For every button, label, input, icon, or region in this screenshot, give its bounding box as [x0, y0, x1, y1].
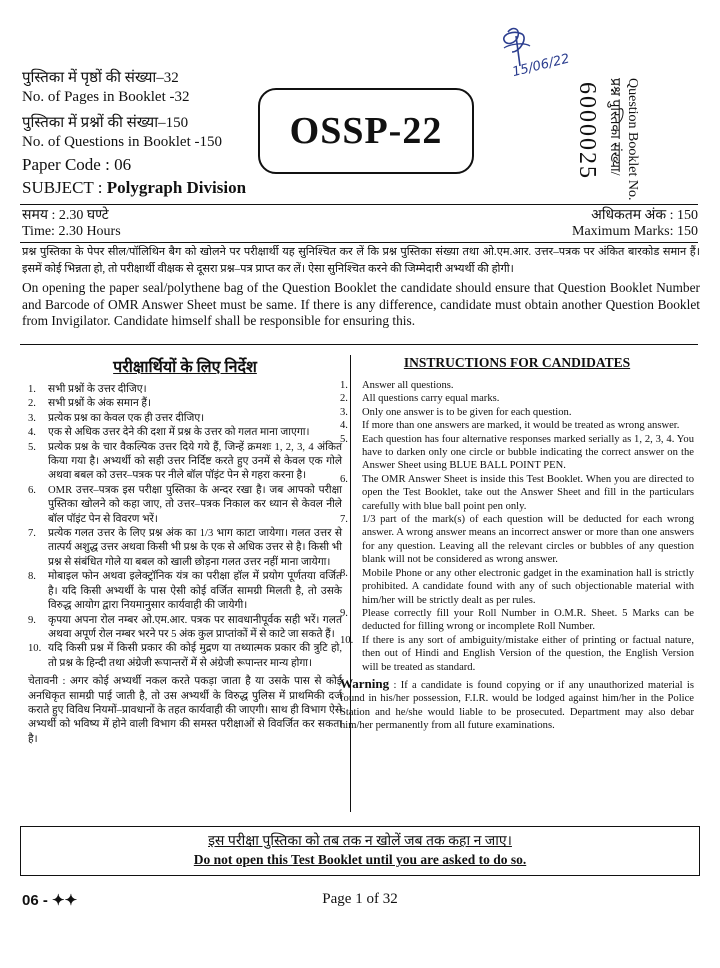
instruction-number: 6. [28, 484, 36, 496]
questions-count-hindi: पुस्तिका में प्रश्नों की संख्या–150 [22, 115, 189, 131]
booklet-number-label-hindi: प्रश्न पुस्तिका संख्या/ [607, 78, 622, 176]
instruction-number: 4. [340, 420, 348, 432]
instruction-item [28, 642, 342, 671]
instruction-number: 4. [28, 427, 36, 439]
instruction-number: 6. [340, 473, 348, 485]
instruction-text: Please correctly fill your Roll Number in O.M.R. Sheet. 5 Marks can be deducted for filling wrong or incomplete Roll Number. [362, 607, 694, 633]
booklet-number-label-english: Question Booklet No. [625, 78, 640, 201]
instruction-text: Answer all questions. [362, 380, 454, 391]
instruction-text: मोबाइल फोन अथवा इलेक्ट्रॉनिक यंत्र का परीक्षा हॉल में प्रयोग पूर्णतया वर्जित है। यदि किसी अभ्यर्थी के पास ऐसी कोई वर्जित सामग्री मिलती है, तो उसके विरुद्ध आयोग द्वारा नियमानुसार कार्यवाही की जायेगी। [48, 571, 342, 612]
time-hindi: समय : 2.30 घण्टे [22, 208, 109, 223]
warning-label: Warning [340, 675, 390, 691]
instruction-item [340, 433, 694, 473]
pages-count-hindi: पुस्तिका में पृष्ठों की संख्या–32 [22, 70, 179, 86]
instruction-item [28, 426, 342, 440]
warning-english [340, 677, 694, 733]
instruction-item [28, 397, 342, 411]
instructions-english-title: INSTRUCTIONS FOR CANDIDATES [403, 355, 631, 370]
instruction-text: एक से अधिक उत्तर देने की दशा में प्रश्न के उत्तर को गलत माना जाएगा। [48, 427, 310, 439]
instruction-item [340, 473, 694, 513]
instruction-number: 2. [340, 393, 348, 405]
instruction-item [340, 392, 694, 405]
instruction-number: 10. [28, 643, 42, 655]
instruction-item [28, 441, 342, 484]
instruction-item [340, 567, 694, 607]
invigilator-signature-stamp [490, 22, 590, 84]
instruction-text: If more than one answers are marked, it would be treated as wrong answer. [362, 420, 680, 432]
instruction-item [28, 614, 342, 643]
instruction-number: 5. [340, 433, 348, 445]
booklet-code-box [258, 88, 474, 174]
instruction-item [340, 513, 694, 567]
instruction-number: 7. [28, 528, 36, 540]
warning-hindi: चेतावनी : अगर कोई अभ्यर्थी नकल करते पकड़ा जाता है या उसके पास से कोई अनधिकृत सामग्री पाई जाती है, तो उस अभ्यर्थी के विरुद्ध पुलिस में प्राथमिकी दर्ज कराते हुए विविध नियमों–प्रावधानों के तहत कार्यवाही की जाएगी। साथ ही विभाग ऐसे अभ्यर्थी को भविष्य में होने वाली विभाग की समस्त परीक्षाओं से विवर्जित कर सकता है। [28, 676, 342, 745]
instruction-text: यदि किसी प्रश्न में किसी प्रकार की कोई मुद्रण या तथ्यात्मक प्रकार की त्रुटि हो, तो प्रश्न के हिन्दी तथा अंग्रेजी रूपान्तरों में से अंग्रेजी रूपान्तर मान्य होगा। [48, 643, 342, 669]
instruction-item [340, 406, 694, 419]
page-number: Page 1 of 32 [322, 891, 398, 907]
instruction-text: 1/3 part of the mark(s) of each question will be deducted for each wrong answer. A wrong answer means an incorrect answer or more than one answers for any question. Leaving all the relevant circles or bubbles of any question blank will not be considered as wrong answer. [362, 514, 694, 566]
instruction-text: प्रत्येक गलत उत्तर के लिए प्रश्न अंक का 1/3 भाग काटा जायेगा। गलत उत्तर से तात्पर्य अशुद्ध उत्तर अथवा किसी भी प्रश्न के एक से अधिक उत्तर से है। किसी भी प्रश्न से संबंधित गोले या बबल को खाली छोड़ना गलत उत्तर नहीं माना जायेगा। [48, 528, 342, 568]
pages-count-english: No. of Pages in Booklet -32 [22, 89, 190, 105]
instruction-item [28, 412, 342, 426]
instruction-text: The OMR Answer Sheet is inside this Test Booklet. When you are directed to open the Test Booklet, take out the Answer Sheet and fill in the particulars carefully with blue ball point pen only. [362, 473, 694, 512]
marks-hindi: अधिकतम अंक : 150 [591, 208, 698, 223]
instruction-number: 5. [28, 441, 36, 453]
instruction-text: सभी प्रश्नों के अंक समान हैं। [48, 398, 151, 410]
instruction-number: 1. [28, 384, 36, 395]
questions-count-english: No. of Questions in Booklet -150 [22, 134, 222, 150]
divider [20, 242, 698, 243]
instruction-text: If there is any sort of ambiguity/mistake either of printing or factual nature, then out of Hindi and English Version of the question, the English Version will be treated as standard. [362, 634, 694, 673]
instruction-text: कृपया अपना रोल नम्बर ओ.एम.आर. पत्रक पर सावधानीपूर्वक सही भरें। गलत अथवा अपूर्ण रोल नम्बर भरने पर 5 अंक कुल प्राप्तांकों में से काटे जा सकते हैं। [48, 614, 342, 640]
instruction-text: प्रत्येक प्रश्न का केवल एक ही उत्तर दीजिए। [48, 412, 205, 424]
instruction-number: 3. [340, 406, 348, 418]
instructions-english [340, 355, 694, 733]
instructions-hindi [28, 355, 342, 747]
paper-code: Paper Code : 06 [22, 155, 132, 174]
instruction-item [340, 634, 694, 674]
instruction-item [28, 484, 342, 527]
instruction-text: Only one answer is to be given for each question. [362, 406, 572, 418]
intro-english: On opening the paper seal/polythene bag of the Question Booklet the candidate should ensure that Question Booklet Number and Barcode of OMR Answer Sheet must be same. If there is any difference, candidate must obtain another Question Booklet from Invigilator. Candidate himself shall be responsible for ensuring this. [22, 280, 700, 328]
instruction-text: Each question has four alternative responses marked serially as 1, 2, 3, 4. You have to darken only one circle or bubble indicating the correct answer on the Answer Sheet using BLUE BALL POINT PEN. [362, 433, 694, 472]
notice-box [20, 826, 700, 876]
instruction-text: प्रत्येक प्रश्न के चार वैकल्पिक उत्तर दिये गये हैं, जिन्हें क्रमशः 1, 2, 3, 4 अंकित किया गया है। अभ्यर्थी को सही उत्तर निर्दिष्ट करते हुए उनमें से केवल एक गोले अथवा बबल को उत्तर–पत्रक पर नीले बॉल पॉइंट पेन से गहरा करना है। [48, 441, 342, 482]
intro-block [22, 244, 700, 330]
instruction-text: All questions carry equal marks. [362, 393, 500, 405]
booklet-number: 6000025 [574, 82, 600, 180]
instruction-number: 2. [28, 398, 36, 410]
instruction-number: 8. [340, 567, 348, 579]
instruction-text: OMR उत्तर–पत्रक इस परीक्षा पुस्तिका के अन्दर रखा है। जब आपको परीक्षा पुस्तिका खोलने को कहा जाए, तो उत्तर–पत्रक निकाल कर ध्यान से केवल नीले बॉल पॉइंट पेन से विवरण भरें। [48, 484, 342, 525]
intro-hindi: प्रश्न पुस्तिका के पेपर सील/पॉलिथिन बैग को खोलने पर परीक्षार्थी यह सुनिश्चित कर लें कि प्रश्न पुस्तिका संख्या तथा ओ.एम.आर. उत्तर–पत्रक पर अंकित बारकोड समान हैं। इसमें कोई भिन्नता हो, तो परीक्षार्थी वीक्षक से दूसरा प्रश्न–पत्र प्राप्त कर लें। ऐसा सुनिश्चित करने की जिम्मेदारी अभ्यर्थी की होगी। [22, 246, 700, 275]
notice-english: Do not open this Test Booklet until you are asked to do so. [193, 852, 527, 867]
instruction-text: Mobile Phone or any other electronic gadget in the examination hall is strictly prohibited. A candidate found with any of such objectionable material with him/her will be strictly dealt as per rules. [362, 567, 694, 606]
marks-english: Maximum Marks: 150 [572, 224, 698, 239]
instruction-number: 10. [340, 634, 354, 646]
instruction-number: 8. [28, 571, 36, 583]
svg-text:15/06/22: 15/06/22 [510, 51, 572, 81]
booklet-code: OSSP-22 [289, 110, 443, 152]
instruction-item [28, 527, 342, 570]
instructions-hindi-title: परीक्षार्थियों के लिए निर्देश [113, 359, 257, 376]
instruction-item [340, 607, 694, 634]
instructions-english-list [340, 379, 694, 674]
warning-english-text: : If a candidate is found copying or if any unauthorized material is found in his/her possession, F.I.R. would be lodged against him/her in the Police Station and he/she would liable to be prosecuted. Department may also debar him/her permanently from all future examinations. [340, 679, 694, 732]
instruction-number: 1. [340, 380, 348, 391]
time-english: Time: 2.30 Hours [22, 224, 121, 239]
instruction-item [28, 570, 342, 613]
footer-paper-code: 06 - ✦✦ [22, 892, 78, 909]
notice-hindi: इस परीक्षा पुस्तिका को तब तक न खोलें जब तक कहा न जाए। [208, 834, 512, 849]
divider [20, 344, 698, 345]
subject-line: SUBJECT : Polygraph Division [22, 178, 247, 197]
instruction-number: 3. [28, 412, 36, 424]
instruction-item [340, 379, 694, 392]
instruction-number: 9. [28, 614, 36, 626]
instruction-number: 9. [340, 607, 348, 619]
instruction-item [340, 419, 694, 432]
instruction-number: 7. [340, 514, 348, 526]
instruction-item [28, 383, 342, 397]
instructions-hindi-list [28, 383, 342, 671]
instruction-text: सभी प्रश्नों के उत्तर दीजिए। [48, 384, 147, 395]
